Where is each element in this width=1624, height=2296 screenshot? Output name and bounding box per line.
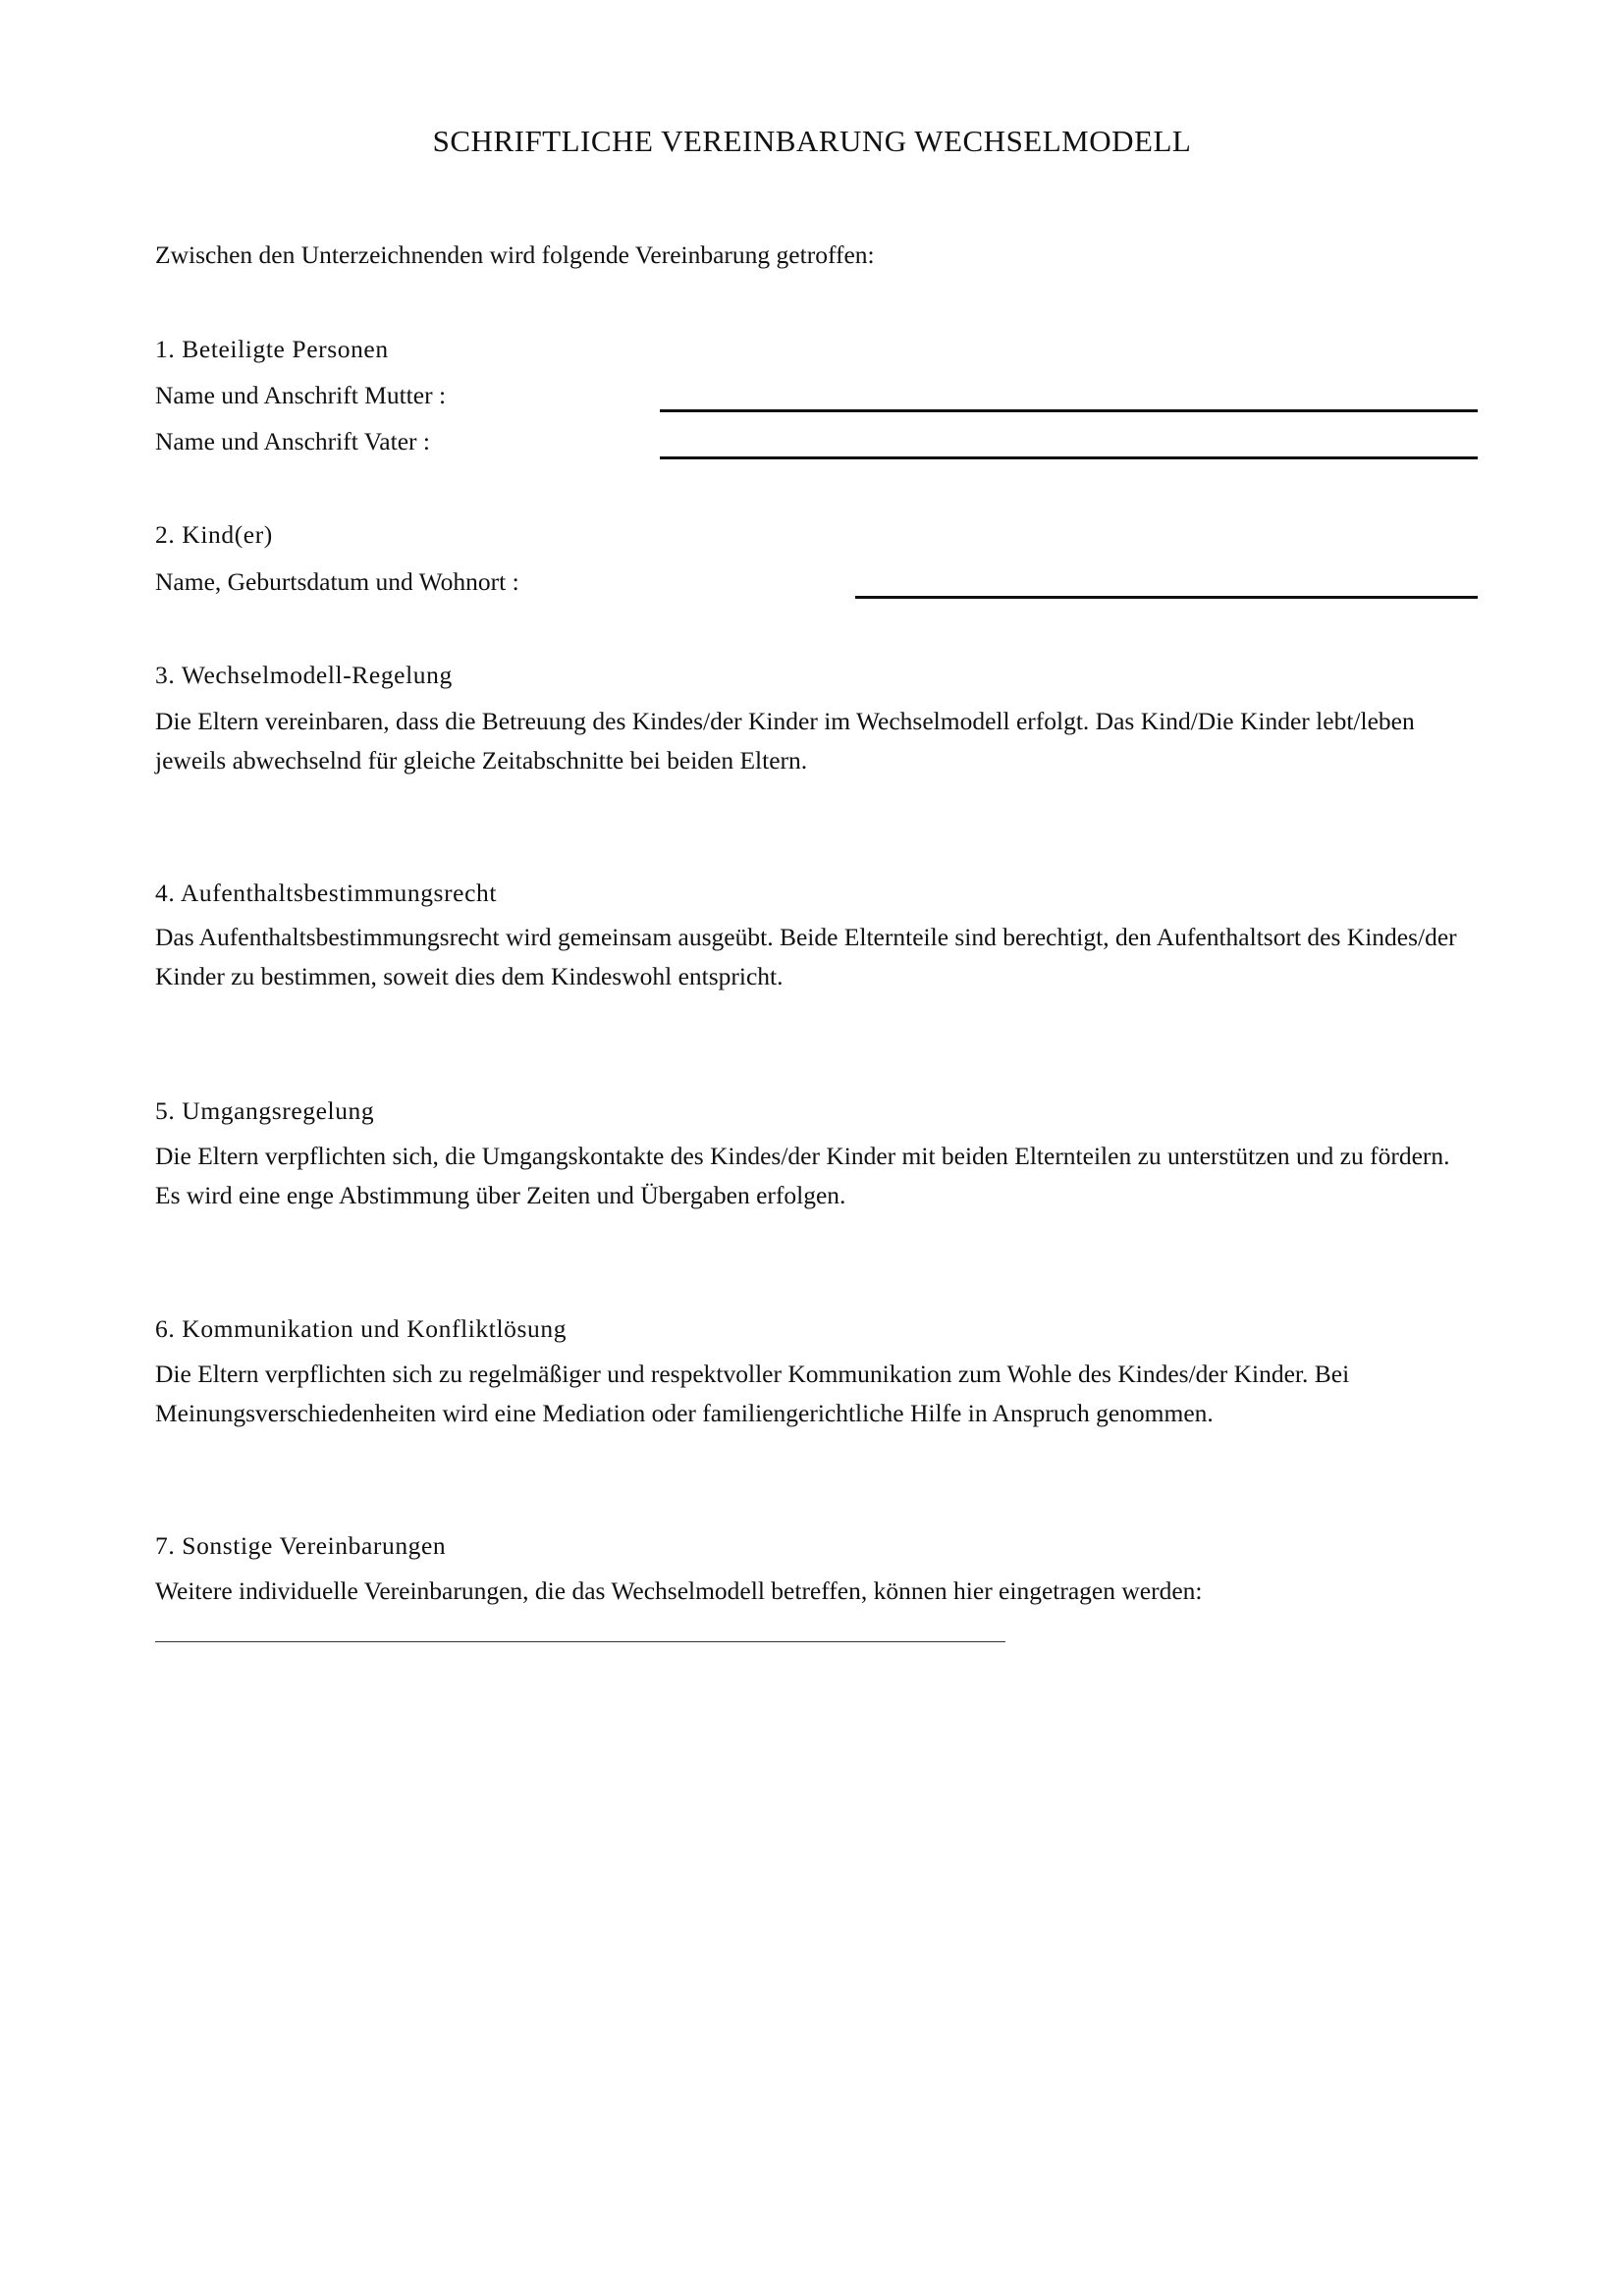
section-5-body: Die Eltern verpflichten sich, die Umgangskontakte des Kindes/der Kinder mit beiden Elternteilen zu unterstützen und zu fördern. Es wird eine enge Abstimmung über Zeiten und Übergaben erfolgen. bbox=[155, 1142, 1450, 1209]
document-title: SCHRIFTLICHE VEREINBARUNG WECHSELMODELL bbox=[432, 124, 1192, 158]
child-field-label: Name, Geburtsdatum und Wohnort : bbox=[155, 567, 519, 596]
child-field-line[interactable] bbox=[855, 596, 1478, 599]
father-field-line[interactable] bbox=[660, 456, 1478, 459]
section-1-heading: 1. Beteiligte Personen bbox=[155, 335, 389, 363]
section-7-body: Weitere individuelle Vereinbarungen, die das Wechselmodell betreffen, können hier eingetragen werden: bbox=[155, 1576, 1203, 1605]
section-5-heading: 5. Umgangsregelung bbox=[155, 1096, 375, 1125]
section-6-heading: 6. Kommunikation und Konfliktlösung bbox=[155, 1314, 568, 1343]
section-6-body: Die Eltern verpflichten sich zu regelmäßiger und respektvoller Kommunikation zum Wohle des Kindes/der Kinder. Bei Meinungsverschiedenheiten wird eine Mediation oder familiengerichtliche Hilfe in Anspruch genommen. bbox=[155, 1360, 1350, 1427]
father-field-label: Name und Anschrift Vater : bbox=[155, 427, 430, 455]
section-4-body: Das Aufenthaltsbestimmungsrecht wird gemeinsam ausgeübt. Beide Elternteile sind berechtigt, den Aufenthaltsort des Kindes/der Kinder zu bestimmen, soweit dies dem Kindeswohl entspricht. bbox=[155, 923, 1457, 990]
section-3-heading: 3. Wechselmodell-Regelung bbox=[155, 661, 453, 689]
mother-field-line[interactable] bbox=[660, 409, 1478, 412]
free-text-line[interactable] bbox=[155, 1641, 1005, 1642]
section-3-body: Die Eltern vereinbaren, dass die Betreuung des Kindes/der Kinder im Wechselmodell erfolgt. Das Kind/Die Kinder lebt/leben jeweils abwechselnd für gleiche Zeitabschnitte bei beiden Eltern. bbox=[155, 707, 1415, 774]
mother-field-label: Name und Anschrift Mutter : bbox=[155, 381, 447, 409]
section-2-heading: 2. Kind(er) bbox=[155, 520, 273, 549]
intro-text: Zwischen den Unterzeichnenden wird folgende Vereinbarung getroffen: bbox=[155, 240, 875, 269]
section-7-heading: 7. Sonstige Vereinbarungen bbox=[155, 1531, 447, 1560]
section-4-heading: 4. Aufenthaltsbestimmungsrecht bbox=[155, 879, 498, 907]
